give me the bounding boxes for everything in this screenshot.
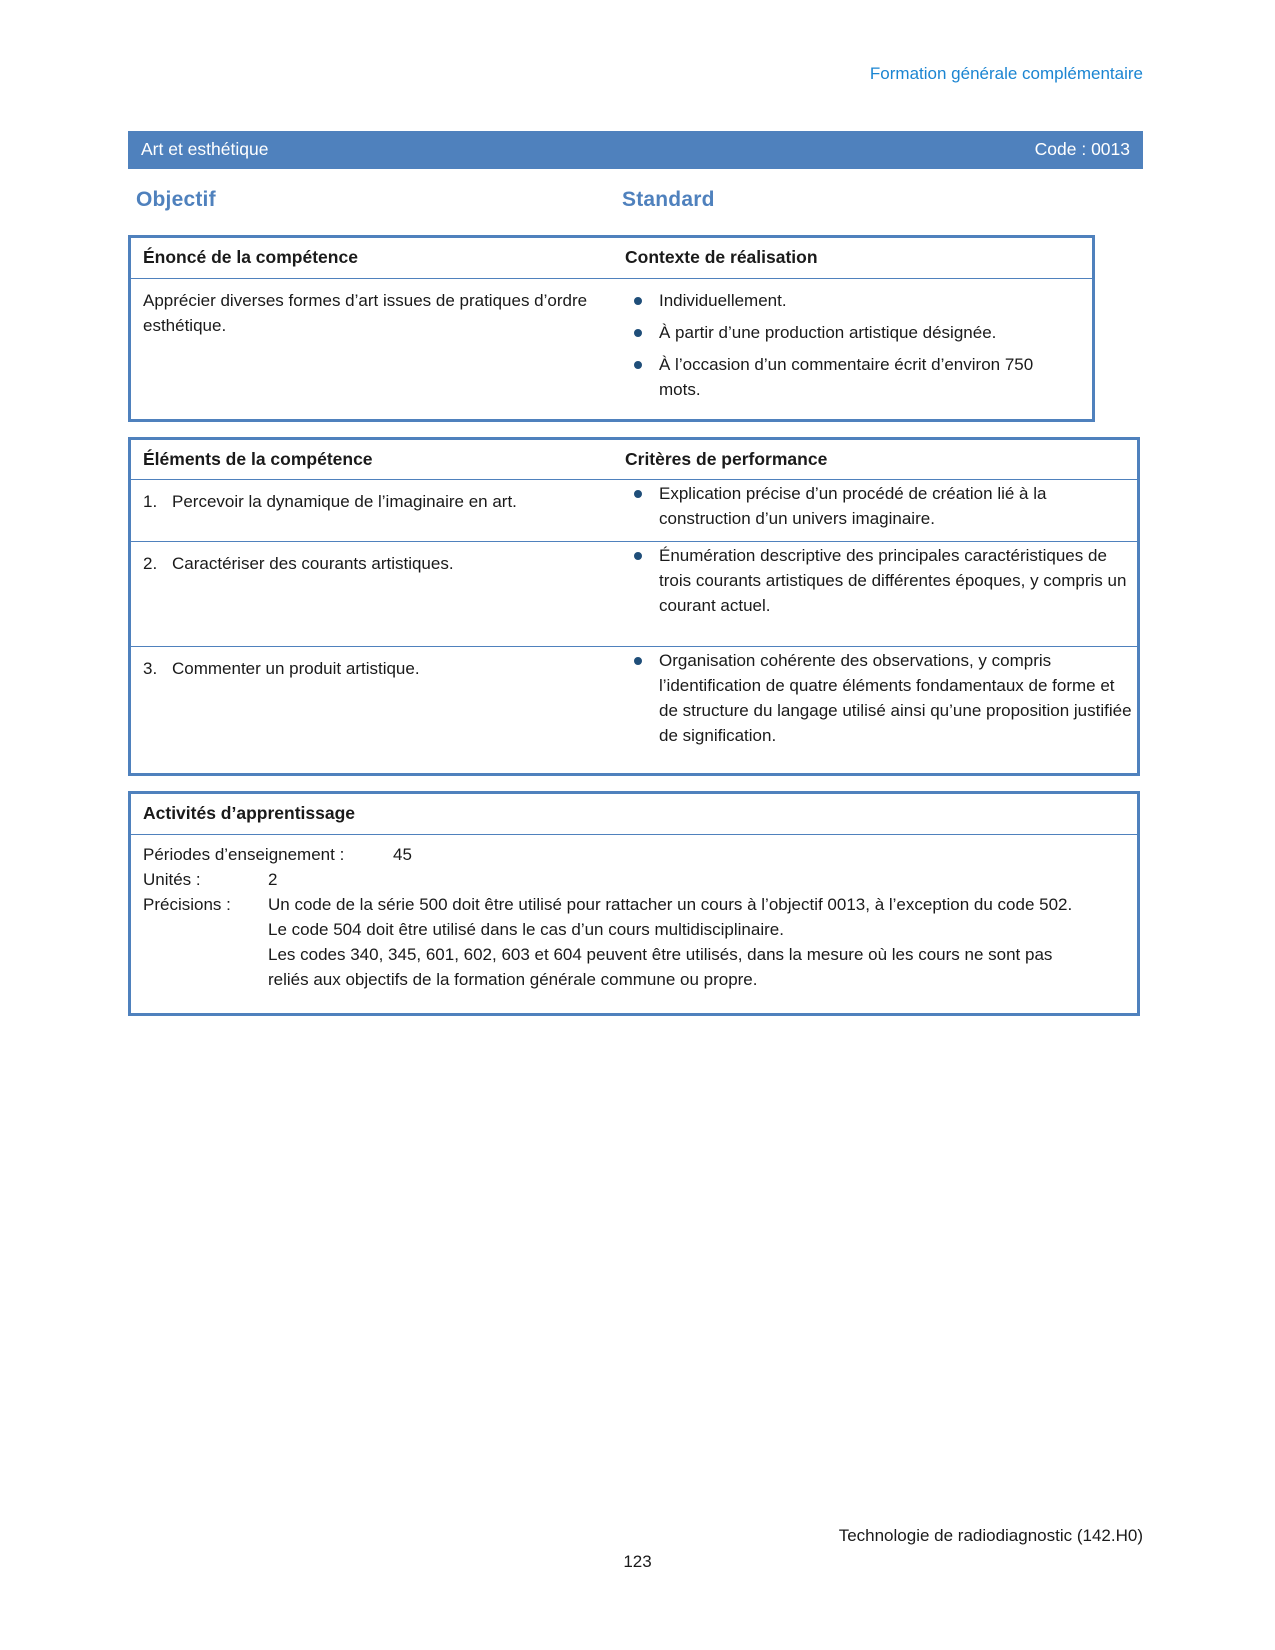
page-content: [128, 0, 1143, 1016]
bullet-text: Individuellement.: [659, 290, 787, 310]
units-row: [143, 868, 1125, 893]
heading-objectif: Objectif: [136, 187, 216, 211]
activities-body: [131, 835, 1137, 1013]
activities-header: Activités d’apprentissage: [131, 794, 1137, 835]
list-item: [613, 482, 1137, 532]
units-label: Unités :: [143, 869, 201, 889]
bullet-icon: [634, 329, 642, 337]
criteria-cell: [613, 542, 1137, 646]
elements-table: [128, 437, 1140, 777]
precisions-paragraph: Le code 504 doit être utilisé dans le cas d’un cours multidisciplinaire.: [268, 919, 784, 939]
precisions-label: Précisions :: [143, 894, 231, 914]
section-headings: [128, 185, 1143, 216]
element-text: Percevoir la dynamique de l’imaginaire en art.: [172, 492, 517, 512]
heading-objectif-col: [128, 185, 622, 216]
header-elements: Éléments de la compétence: [143, 448, 373, 469]
list-item: [613, 321, 1076, 346]
table-row: [131, 647, 1137, 773]
bullet-text: Énumération descriptive des principales caractéristiques de trois courants artistiques de différentes époques, y compris un courant actuel.: [659, 546, 1127, 616]
course-banner: [128, 131, 1143, 169]
precisions-paragraph: Un code de la série 500 doit être utilisé pour rattacher un cours à l’objectif 0013, à l’exception du code 502.: [268, 894, 1073, 914]
banner-code: Code : 0013: [1034, 139, 1130, 160]
header-contexte: Contexte de réalisation: [625, 246, 818, 267]
row-number: 1.: [143, 492, 158, 512]
heading-standard: Standard: [622, 187, 715, 211]
bullet-text: À partir d’une production artistique désignée.: [659, 322, 997, 342]
bullet-icon: [634, 657, 642, 665]
bullet-icon: [634, 297, 642, 305]
list-item: [613, 353, 1076, 403]
bullet-text: À l’occasion d’un commentaire écrit d’environ 750 mots.: [659, 354, 1034, 399]
banner-title: Art et esthétique: [141, 139, 269, 160]
units-value: 2: [268, 869, 278, 889]
element-cell: [131, 647, 613, 773]
list-item: [613, 649, 1137, 749]
periods-row: [143, 843, 1125, 868]
element-text: Commenter un produit artistique.: [172, 659, 420, 679]
bullet-icon: [634, 552, 642, 560]
list-item: [613, 544, 1137, 619]
table-row: [131, 542, 1137, 647]
footer-page-number: 123: [623, 1552, 652, 1571]
footer-program: Technologie de radiodiagnostic (142.H0): [838, 1526, 1143, 1545]
criteria-cell: [613, 480, 1137, 541]
competency-table-body: [131, 279, 1092, 419]
list-item: [613, 289, 1076, 314]
row-number: 2.: [143, 554, 158, 574]
periods-value: 45: [393, 844, 412, 864]
table-row: [131, 480, 1137, 542]
precisions-text: [268, 893, 1125, 993]
competency-table-header: [131, 238, 1092, 279]
context-bullet-list: [613, 279, 1092, 419]
row-number: 3.: [143, 659, 158, 679]
precisions-row: [143, 893, 1125, 993]
criteria-cell: [613, 647, 1137, 773]
bullet-text: Organisation cohérente des observations, y compris l’identification de quatre éléments fondamentaux de forme et de structure du langage utilisé ainsi qu’une proposition justifiée de signification.: [659, 651, 1132, 746]
bullet-icon: [634, 361, 642, 369]
element-cell: [131, 480, 613, 541]
competency-statement: Apprécier diverses formes d’art issues de pratiques d’ordre esthétique.: [143, 290, 588, 335]
header-enonce: Énoncé de la compétence: [143, 246, 358, 267]
heading-standard-col: [622, 185, 715, 216]
header-criteres: Critères de performance: [625, 448, 828, 469]
elements-table-header: [131, 440, 1137, 481]
element-cell: [131, 542, 613, 646]
competency-table: [128, 235, 1095, 422]
periods-label: Périodes d’enseignement :: [143, 844, 345, 864]
running-header: Formation générale complémentaire: [869, 64, 1143, 83]
element-text: Caractériser des courants artistiques.: [172, 554, 454, 574]
precisions-paragraph: Les codes 340, 345, 601, 602, 603 et 604 peuvent être utilisés, dans la mesure où les cours ne sont pas reliés aux objectifs de la formation générale commune ou propre.: [268, 944, 1053, 989]
activities-table: [128, 791, 1140, 1016]
bullet-icon: [634, 490, 642, 498]
bullet-text: Explication précise d’un procédé de création lié à la construction d’un univers imaginaire.: [659, 484, 1047, 529]
